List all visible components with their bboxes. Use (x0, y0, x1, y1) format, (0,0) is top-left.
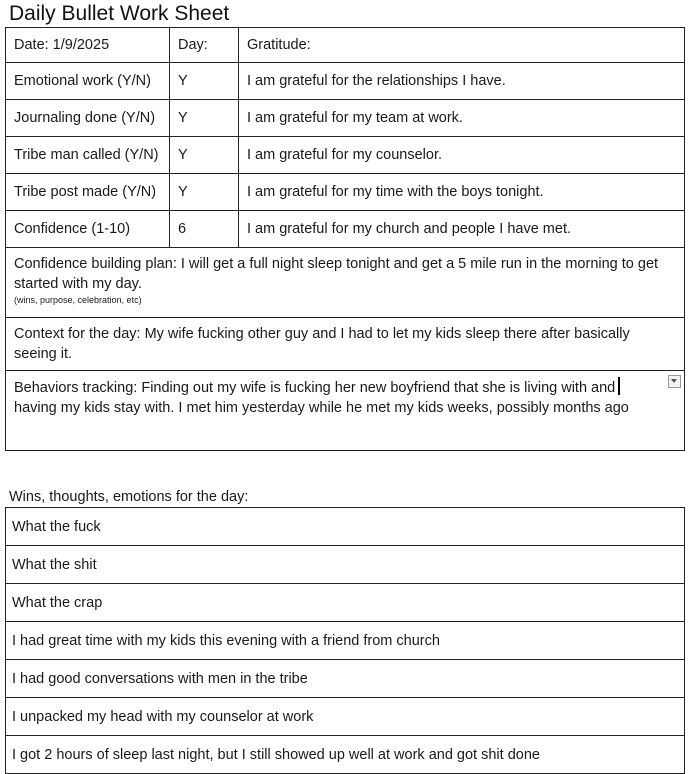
gratitude-entry[interactable]: I am grateful for my team at work. (239, 100, 685, 137)
gratitude-entry[interactable]: I am grateful for my counselor. (239, 137, 685, 174)
tracker-value[interactable]: Y (170, 174, 239, 211)
tracker-label[interactable]: Tribe man called (Y/N) (6, 137, 170, 174)
list-item (6, 508, 685, 546)
list-item (6, 546, 685, 584)
context-text: Context for the day: My wife fucking other guy and I had to let my kids sleep there after basically seeing it. (14, 326, 630, 362)
win-entry[interactable]: I had good conversations with men in the tribe (6, 660, 685, 698)
worksheet-table (5, 27, 685, 451)
tracker-row (6, 211, 685, 248)
context-row (6, 318, 685, 371)
day-cell[interactable]: Day: (170, 28, 239, 63)
tracker-row (6, 137, 685, 174)
tracker-row (6, 100, 685, 137)
list-item (6, 698, 685, 736)
confidence-plan-hint: (wins, purpose, celebration, etc) (14, 295, 142, 305)
tracker-row (6, 63, 685, 100)
behaviors-text-line1: Behaviors tracking: Finding out my wife is fucking her new boyfriend that she is living with and (14, 380, 616, 396)
document-title (9, 1, 229, 27)
tracker-row (6, 174, 685, 211)
wins-table (5, 507, 685, 774)
tracker-value[interactable]: Y (170, 63, 239, 100)
tracker-label[interactable]: Tribe post made (Y/N) (6, 174, 170, 211)
list-item (6, 622, 685, 660)
list-item (6, 584, 685, 622)
tracker-value[interactable]: Y (170, 100, 239, 137)
gratitude-entry[interactable]: I am grateful for my time with the boys tonight. (239, 174, 685, 211)
header-row (6, 28, 685, 63)
list-item (6, 660, 685, 698)
win-entry[interactable]: What the shit (6, 546, 685, 584)
win-entry[interactable]: I had great time with my kids this evening with a friend from church (6, 622, 685, 660)
gratitude-entry[interactable]: I am grateful for the relationships I have. (239, 63, 685, 100)
tracker-value[interactable]: 6 (170, 211, 239, 248)
confidence-plan-cell[interactable] (6, 248, 685, 318)
document-title-text: Daily Bullet Work Sheet (9, 2, 230, 25)
gratitude-entry[interactable]: I am grateful for my church and people I have met. (239, 211, 685, 248)
gratitude-header-cell[interactable]: Gratitude: (239, 28, 685, 63)
confidence-plan-row (6, 248, 685, 318)
text-cursor (618, 377, 620, 395)
tracker-label[interactable]: Journaling done (Y/N) (6, 100, 170, 137)
behaviors-cell[interactable] (6, 371, 685, 451)
context-cell[interactable] (6, 318, 685, 371)
wins-label: Wins, thoughts, emotions for the day: (9, 489, 249, 505)
confidence-plan-text: Confidence building plan: I will get a full night sleep tonight and get a 5 mile run in the morning to get started with my day. (14, 256, 659, 292)
tracker-value[interactable]: Y (170, 137, 239, 174)
tracker-label[interactable]: Confidence (1-10) (6, 211, 170, 248)
behaviors-row (6, 371, 685, 451)
date-cell[interactable]: Date: 1/9/2025 (6, 28, 170, 63)
dropdown-arrow-icon[interactable] (668, 375, 681, 388)
tracker-label[interactable]: Emotional work (Y/N) (6, 63, 170, 100)
win-entry[interactable]: I got 2 hours of sleep last night, but I still showed up well at work and got shit done (6, 736, 685, 774)
win-entry[interactable]: What the crap (6, 584, 685, 622)
win-entry[interactable]: I unpacked my head with my counselor at work (6, 698, 685, 736)
win-entry[interactable]: What the fuck (6, 508, 685, 546)
behaviors-text-line2: having my kids stay with. I met him yesterday while he met my kids weeks, possibly months ago (14, 400, 629, 416)
